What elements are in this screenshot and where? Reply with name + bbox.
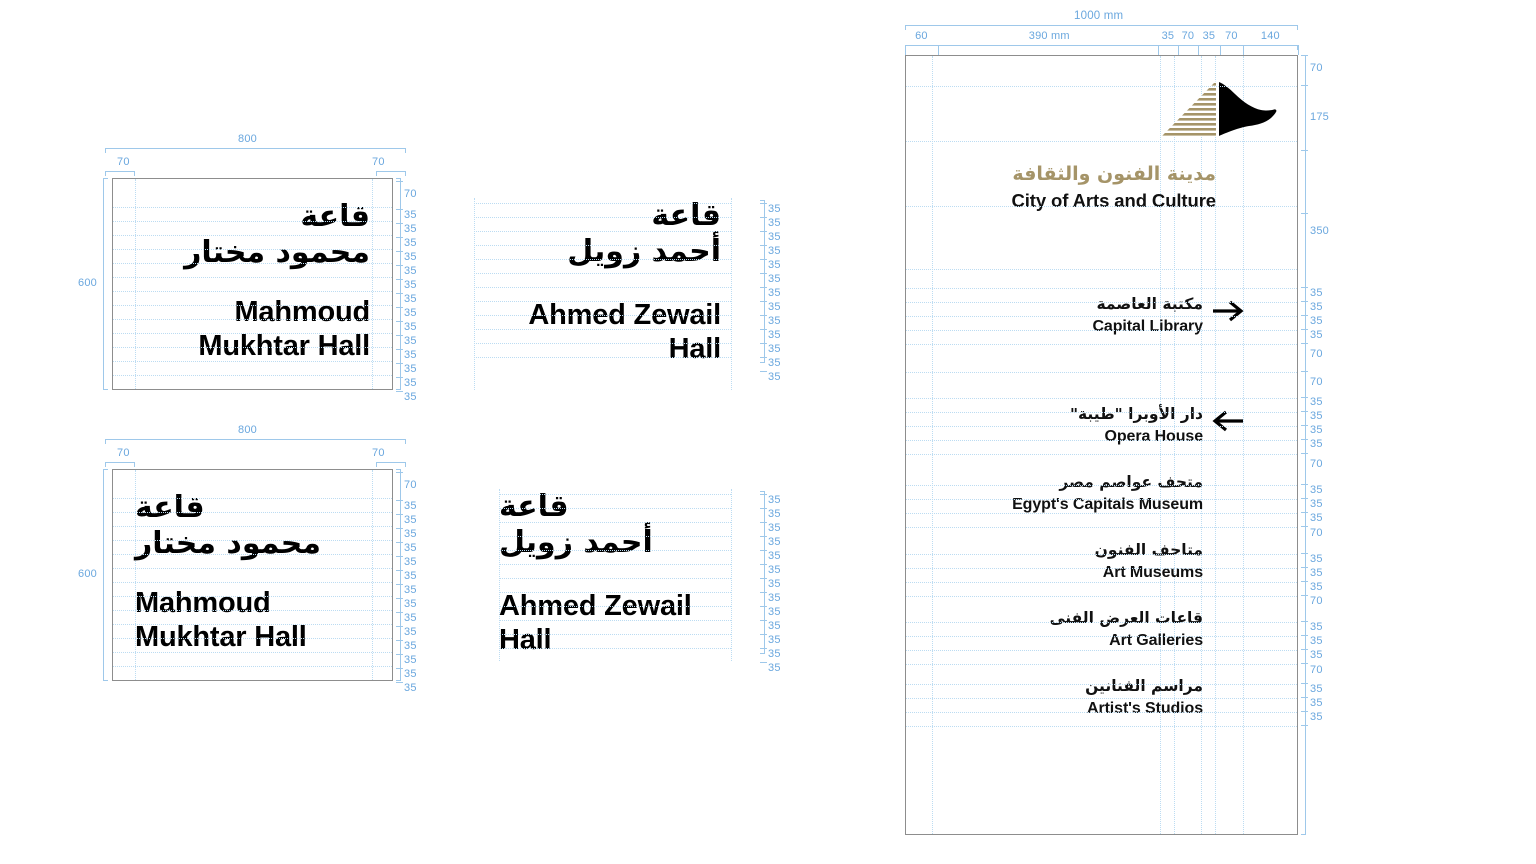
directory-entry-english[interactable]: Art Galleries <box>1109 632 1203 649</box>
dimension-tick <box>1301 581 1308 582</box>
dimension-tick <box>760 592 767 593</box>
segment-tick <box>938 45 939 55</box>
bird-icon <box>1219 82 1276 136</box>
dimension-tick <box>1301 595 1308 596</box>
height-bracket <box>103 178 108 390</box>
segment-dimension-label: 390 mm <box>1028 30 1070 42</box>
dimension-label: 35 <box>404 391 417 403</box>
dimension-label: 35 <box>404 542 417 554</box>
directory-entry-arabic[interactable]: دار الأوبرا "طيبة" <box>1069 405 1203 423</box>
row-dim-bracket <box>760 200 765 363</box>
dimension-tick <box>760 357 767 358</box>
dimension-tick <box>1301 301 1308 302</box>
dimension-tick <box>760 203 767 204</box>
dimension-label: 35 <box>1310 697 1323 709</box>
dimension-tick <box>760 259 767 260</box>
sign-english-line-1: Mahmoud <box>234 296 370 328</box>
dimension-tick <box>760 371 767 372</box>
dimension-label: 35 <box>404 598 417 610</box>
dimension-label: 35 <box>768 315 781 327</box>
dimension-tick <box>1301 343 1308 344</box>
dimension-tick <box>396 349 403 350</box>
dimension-label: 35 <box>404 237 417 249</box>
sign-english-line-2: Mukhtar Hall <box>198 330 370 362</box>
dimension-label: 35 <box>1310 683 1323 695</box>
dimension-label: 35 <box>768 620 781 632</box>
dimension-tick <box>396 265 403 266</box>
dimension-tick <box>760 329 767 330</box>
segment-tick <box>1158 45 1159 55</box>
directory-entry-arabic[interactable]: متاحف الفنون <box>1094 541 1203 559</box>
dimension-label: 35 <box>404 363 417 375</box>
dimension-tick <box>1301 512 1308 513</box>
dimension-tick <box>760 245 767 246</box>
dimension-label: 70 <box>1310 348 1323 360</box>
sign-panel-mukhtar-right <box>112 178 393 390</box>
directory-entry-arabic[interactable]: مكتبة العاصمة <box>1096 295 1203 313</box>
dimension-label: 70 <box>1310 664 1323 676</box>
dimension-tick <box>1301 621 1308 622</box>
dimension-tick <box>1301 439 1308 440</box>
dimension-tick <box>396 209 403 210</box>
segment-dimension-label: 60 <box>915 30 928 42</box>
guide-vertical <box>372 470 373 681</box>
dimension-label: 35 <box>404 209 417 221</box>
dimension-label: 35 <box>768 231 781 243</box>
dimension-label: 70 <box>1310 458 1323 470</box>
dimension-tick <box>760 494 767 495</box>
dimension-label: 35 <box>768 259 781 271</box>
segment-tick <box>1298 45 1299 55</box>
dimension-tick <box>396 626 403 627</box>
guide-horizontal <box>113 277 393 278</box>
width-bracket <box>105 148 406 153</box>
dimension-tick <box>1301 526 1308 527</box>
segment-dimension-label: 70 <box>1181 30 1195 42</box>
dimension-tick <box>1301 697 1308 698</box>
guide-horizontal <box>906 269 1298 270</box>
segment-tick <box>1198 45 1199 55</box>
dimension-tick <box>1301 649 1308 650</box>
dimension-tick <box>760 564 767 565</box>
dimension-tick <box>1301 371 1308 372</box>
dimension-tick <box>1301 453 1308 454</box>
dimension-label: 35 <box>768 494 781 506</box>
dimension-label: 35 <box>404 640 417 652</box>
dimension-label: 35 <box>768 273 781 285</box>
dimension-label: 35 <box>768 592 781 604</box>
sign-arabic-line-1: قاعة <box>300 199 370 234</box>
dimension-label: 35 <box>404 335 417 347</box>
dimension-label: 70 <box>1310 376 1323 388</box>
dimension-tick <box>396 654 403 655</box>
dimension-label: 35 <box>1310 649 1323 661</box>
dimension-label: 35 <box>1310 410 1323 422</box>
directory-entry-english[interactable]: Artist's Studios <box>1087 700 1203 717</box>
dimension-label: 35 <box>1310 287 1323 299</box>
directory-entry-english[interactable]: Capital Library <box>1092 318 1203 335</box>
dimension-label: 35 <box>404 514 417 526</box>
dimension-label: 70 <box>404 479 417 491</box>
dimension-tick <box>396 237 403 238</box>
dimension-label: 35 <box>1310 498 1323 510</box>
guide-horizontal <box>474 287 731 288</box>
dimension-label: 70 <box>1310 595 1323 607</box>
dimension-label: 35 <box>1310 581 1323 593</box>
margin-right-bracket <box>376 171 406 176</box>
dimension-tick <box>760 550 767 551</box>
dim-width-800: 800 <box>238 424 257 436</box>
directory-entry-english[interactable]: Egypt's Capitals Museum <box>1012 496 1203 513</box>
sign-arabic-line-1: قاعة <box>499 489 569 524</box>
total-width-bracket <box>905 25 1298 30</box>
guide-horizontal <box>113 582 393 583</box>
dimension-label: 35 <box>1310 484 1323 496</box>
dimension-label: 35 <box>1310 711 1323 723</box>
dim-margin-left-70: 70 <box>117 447 130 459</box>
brand-name-english: City of Arts and Culture <box>1011 190 1216 211</box>
dimension-tick <box>396 223 403 224</box>
dimension-label: 35 <box>768 329 781 341</box>
dimension-tick <box>396 500 403 501</box>
sign-english-line-2: Mukhtar Hall <box>135 621 307 653</box>
guide-vertical <box>474 198 475 390</box>
dimension-label: 35 <box>1310 512 1323 524</box>
sign-english-line-1: Ahmed Zewail <box>499 590 692 622</box>
guide-horizontal <box>906 398 1298 399</box>
dim-total-width: 1000 mm <box>1074 10 1124 22</box>
right-dim-bracket <box>1301 55 1306 835</box>
dimension-tick <box>396 556 403 557</box>
sign-english-line-2: Hall <box>668 333 721 365</box>
dimension-tick <box>1301 150 1308 151</box>
dimension-label: 35 <box>768 371 781 383</box>
dimension-label: 35 <box>768 550 781 562</box>
dimension-label: 35 <box>768 648 781 660</box>
dimension-label: 35 <box>404 279 417 291</box>
dimension-tick <box>1301 567 1308 568</box>
sign-arabic-line-2: أحمد زويل <box>499 525 653 560</box>
sign-english-line-2: Hall <box>499 624 552 656</box>
dimension-label: 35 <box>768 606 781 618</box>
guide-horizontal <box>906 582 1298 583</box>
dimension-label: 35 <box>768 522 781 534</box>
dimension-tick <box>760 217 767 218</box>
sign-panel-mukhtar-left <box>112 469 393 681</box>
dimension-label: 35 <box>1310 438 1323 450</box>
segment-tick <box>905 45 906 55</box>
guide-horizontal <box>906 344 1298 345</box>
dimension-label: 35 <box>1310 635 1323 647</box>
dimension-tick <box>396 612 403 613</box>
dimension-label: 35 <box>768 343 781 355</box>
dimension-tick <box>1301 411 1308 412</box>
guide-horizontal <box>906 454 1298 455</box>
dimension-tick <box>760 536 767 537</box>
dim-margin-right-70: 70 <box>372 447 385 459</box>
dimension-tick <box>1301 484 1308 485</box>
dimension-label: 350 <box>1310 225 1329 237</box>
sign-english-line-1: Mahmoud <box>135 587 271 619</box>
dimension-label: 35 <box>404 293 417 305</box>
margin-right-bracket <box>376 462 406 467</box>
dimension-tick <box>1301 711 1308 712</box>
directory-entry-arabic[interactable]: مراسم الفنانين <box>1085 677 1203 695</box>
dimension-label: 35 <box>768 245 781 257</box>
dimension-tick <box>760 273 767 274</box>
dimension-tick <box>1301 85 1308 86</box>
dimension-label: 35 <box>768 203 781 215</box>
dimension-label: 35 <box>768 634 781 646</box>
dimension-label: 35 <box>404 668 417 680</box>
dimension-label: 70 <box>404 188 417 200</box>
dimension-tick <box>396 528 403 529</box>
dimension-tick <box>1301 725 1308 726</box>
segment-tick <box>1178 45 1179 55</box>
dimension-tick <box>396 391 403 392</box>
dimension-tick <box>1301 635 1308 636</box>
dimension-label: 35 <box>404 349 417 361</box>
pyramid-stripes-icon <box>1161 81 1217 137</box>
dimension-tick <box>760 578 767 579</box>
dimension-tick <box>396 335 403 336</box>
dimension-label: 35 <box>404 528 417 540</box>
dim-width-800: 800 <box>238 133 257 145</box>
width-bracket <box>105 439 406 444</box>
dimension-tick <box>760 287 767 288</box>
dimension-tick <box>396 542 403 543</box>
sign-arabic-line-1: قاعة <box>135 490 205 525</box>
dimension-tick <box>396 363 403 364</box>
dimension-tick <box>396 472 403 473</box>
dimension-label: 35 <box>1310 315 1323 327</box>
arrow-left-icon <box>1211 408 1245 438</box>
dimension-tick <box>760 301 767 302</box>
dimension-label: 35 <box>768 536 781 548</box>
dimension-tick <box>396 377 403 378</box>
dimension-label: 35 <box>404 584 417 596</box>
dimension-tick <box>760 620 767 621</box>
guide-vertical <box>372 179 373 390</box>
segment-dimension-label: 35 <box>1161 30 1175 42</box>
guide-horizontal <box>113 666 393 667</box>
dimension-tick <box>396 598 403 599</box>
guide-horizontal <box>906 664 1298 665</box>
dimension-label: 35 <box>404 307 417 319</box>
dimension-tick <box>396 293 403 294</box>
dimension-tick <box>396 682 403 683</box>
guide-vertical <box>731 198 732 390</box>
dimension-tick <box>760 606 767 607</box>
dimension-label: 175 <box>1310 111 1329 123</box>
dimension-tick <box>396 514 403 515</box>
dimension-label: 35 <box>404 377 417 389</box>
brand-name-arabic: مدينة الفنون والثقافة <box>1012 163 1216 185</box>
sign-arabic-line-2: محمود مختار <box>184 235 370 270</box>
directory-entry-english[interactable]: Opera House <box>1104 428 1203 445</box>
dimension-label: 35 <box>768 508 781 520</box>
dimension-label: 35 <box>768 564 781 576</box>
guide-horizontal <box>113 375 393 376</box>
dimension-label: 35 <box>768 578 781 590</box>
margin-left-bracket <box>105 462 135 467</box>
segment-dimension-label: 70 <box>1225 30 1238 42</box>
dimension-tick <box>396 668 403 669</box>
dimension-tick <box>1301 397 1308 398</box>
dimension-tick <box>760 343 767 344</box>
dimension-label: 35 <box>404 556 417 568</box>
dimension-tick <box>760 522 767 523</box>
guide-horizontal <box>499 564 731 565</box>
segment-bracket <box>905 45 1298 50</box>
dimension-tick <box>760 648 767 649</box>
sign-arabic-line-1: قاعة <box>651 198 721 233</box>
dimension-tick <box>396 570 403 571</box>
dimension-label: 35 <box>768 357 781 369</box>
dimension-label: 35 <box>1310 301 1323 313</box>
dimension-tick <box>1301 329 1308 330</box>
margin-left-bracket <box>105 171 135 176</box>
dimension-tick <box>1301 553 1308 554</box>
directory-entry-arabic[interactable]: متحف عواصم مصر <box>1059 473 1203 491</box>
dimension-tick <box>1301 683 1308 684</box>
dimension-tick <box>1301 315 1308 316</box>
dimension-tick <box>760 231 767 232</box>
dimension-label: 35 <box>1310 621 1323 633</box>
dimension-tick <box>396 279 403 280</box>
arrow-right-icon <box>1211 298 1245 328</box>
dimension-tick <box>396 307 403 308</box>
guide-horizontal <box>113 568 393 569</box>
dimension-tick <box>396 181 403 182</box>
directory-entry-english[interactable]: Art Museums <box>1102 564 1203 581</box>
dim-height-600: 600 <box>78 568 97 580</box>
dimension-label: 35 <box>768 217 781 229</box>
dimension-label: 35 <box>768 662 781 674</box>
dimension-label: 35 <box>404 500 417 512</box>
guide-horizontal <box>906 596 1298 597</box>
guide-horizontal <box>906 698 1298 699</box>
dimension-tick <box>1301 287 1308 288</box>
dimension-tick <box>1301 498 1308 499</box>
dimension-tick <box>1301 663 1308 664</box>
sign-arabic-line-2: محمود مختار <box>135 526 321 561</box>
sign-arabic-line-2: أحمد زويل <box>567 234 721 269</box>
guide-horizontal <box>499 578 731 579</box>
dim-margin-right-70: 70 <box>372 156 385 168</box>
dimension-label: 35 <box>404 612 417 624</box>
dimension-tick <box>396 640 403 641</box>
segment-dimension-label: 35 <box>1202 30 1216 42</box>
sign-panel-directory <box>905 55 1298 835</box>
guide-vertical <box>1243 56 1244 835</box>
guide-horizontal <box>906 288 1298 289</box>
dimension-label: 70 <box>1310 62 1323 74</box>
dimension-tick <box>760 634 767 635</box>
dimension-label: 35 <box>768 287 781 299</box>
dimension-label: 35 <box>404 251 417 263</box>
dimension-tick <box>760 662 767 663</box>
dimension-label: 35 <box>404 626 417 638</box>
dimension-label: 35 <box>404 223 417 235</box>
row-dim-bracket <box>760 491 765 654</box>
dim-margin-left-70: 70 <box>117 156 130 168</box>
directory-entry-arabic[interactable]: قاعات العرض الفنى <box>1049 609 1203 627</box>
guide-horizontal <box>113 291 393 292</box>
dimension-tick <box>1301 213 1308 214</box>
dimension-tick <box>396 251 403 252</box>
dimension-tick <box>1301 425 1308 426</box>
dimension-tick <box>396 584 403 585</box>
dim-height-600: 600 <box>78 277 97 289</box>
dimension-label: 35 <box>1310 553 1323 565</box>
segment-dimension-label: 140 <box>1260 30 1280 42</box>
dimension-label: 35 <box>1310 567 1323 579</box>
dimension-tick <box>760 508 767 509</box>
dimension-tick <box>760 315 767 316</box>
dimension-label: 35 <box>404 265 417 277</box>
sign-english-line-1: Ahmed Zewail <box>528 299 721 331</box>
dimension-label: 70 <box>1310 527 1323 539</box>
guide-horizontal <box>906 726 1298 727</box>
dimension-label: 35 <box>1310 396 1323 408</box>
guide-horizontal <box>906 650 1298 651</box>
guide-horizontal <box>906 527 1298 528</box>
pyramid-bird-logo <box>1161 81 1279 141</box>
dimension-label: 35 <box>404 654 417 666</box>
segment-tick <box>1243 45 1244 55</box>
guide-horizontal <box>906 372 1298 373</box>
dimension-tick <box>1301 55 1308 56</box>
dimension-label: 35 <box>1310 329 1323 341</box>
segment-tick <box>1220 45 1221 55</box>
dimension-label: 35 <box>404 570 417 582</box>
logo-svg <box>1161 81 1279 141</box>
height-bracket <box>103 469 108 681</box>
dimension-tick <box>396 321 403 322</box>
dimension-label: 35 <box>768 301 781 313</box>
guide-horizontal <box>474 273 731 274</box>
guide-horizontal <box>906 141 1298 142</box>
dimension-label: 35 <box>404 682 417 694</box>
dimension-label: 35 <box>404 321 417 333</box>
dimension-label: 35 <box>1310 424 1323 436</box>
